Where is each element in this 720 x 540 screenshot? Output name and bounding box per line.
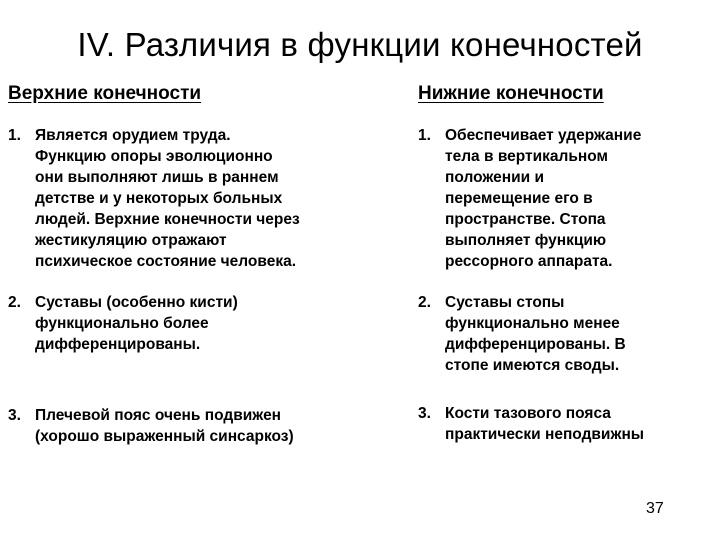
upper-limbs-column <box>8 80 400 445</box>
item-text: Плечевой пояс очень подвижен (хорошо выраженный синсаркоз) <box>35 407 294 445</box>
item-text: Суставы (особенно кисти) функционально более дифференцированы. <box>35 294 238 353</box>
item-number: 1. <box>418 127 431 144</box>
item-text: Кости тазового пояса практически неподвижны <box>445 405 645 443</box>
slide-title: IV. Различия в функции конечностей <box>77 26 643 63</box>
upper-limbs-heading: Верхние конечности <box>8 83 202 104</box>
lower-limbs-heading: Нижние конечности <box>418 83 604 104</box>
item-text: Обеспечивает удержание тела в вертикальном положении и перемещение его в пространстве. Стопа выполняет функцию рессорного аппарата. <box>445 127 642 270</box>
item-number: 3. <box>418 405 431 422</box>
item-number: 1. <box>8 127 21 144</box>
item-text: Является орудием труда. Функцию опоры эволюционно они выполняют лишь в раннем детстве и у некоторых больных людей. Верхние конечности через жестикуляцию отражают психическое состояние человека. <box>35 127 300 270</box>
item-number: 2. <box>8 294 21 311</box>
item-text: Суставы стопы функционально менее дифференцированы. В стопе имеются своды. <box>445 294 626 374</box>
page-number: 37 <box>646 500 664 517</box>
item-number: 2. <box>418 294 431 311</box>
item-number: 3. <box>8 407 21 424</box>
lower-limbs-column <box>418 80 716 443</box>
